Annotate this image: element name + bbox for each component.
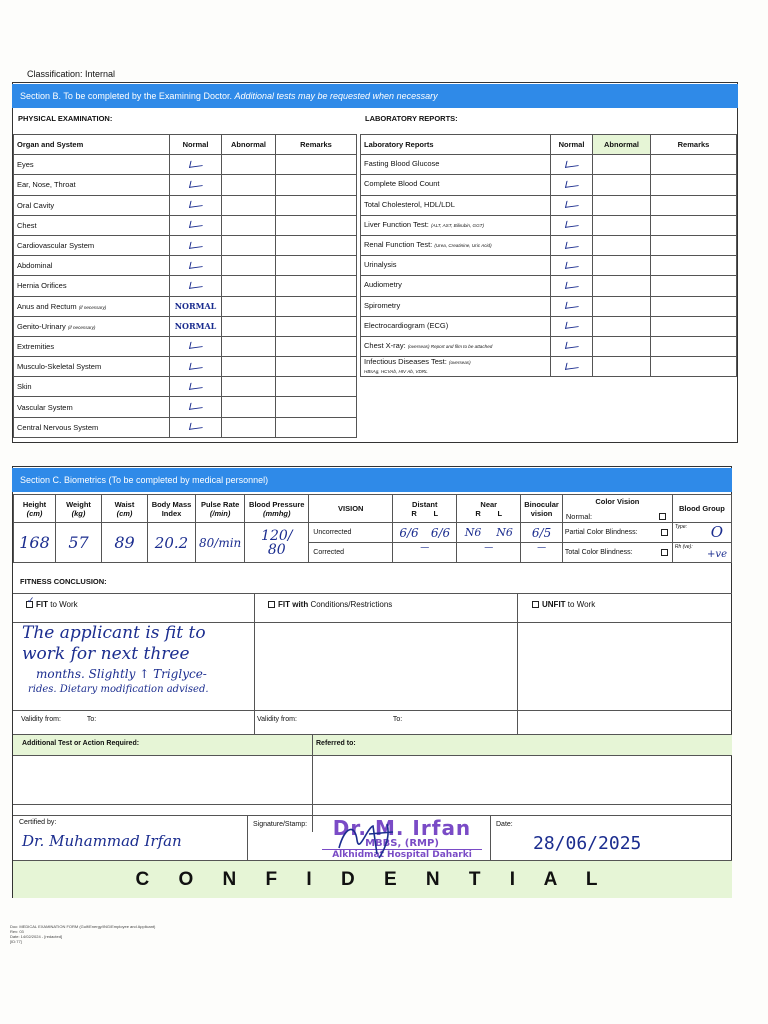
cv-total-label: Total Color Blindness: [564, 549, 633, 556]
h-near: Near [480, 499, 498, 509]
phys-row [14, 235, 357, 255]
signature-label: Signature/Stamp: [253, 821, 308, 828]
check-mark-icon [564, 362, 580, 370]
h-height: Height [22, 499, 47, 509]
v-pulse: 80/min [196, 523, 245, 563]
type-label: Type: [674, 524, 687, 530]
organ-cell [14, 377, 170, 397]
organ-label: Central Nervous System [17, 422, 99, 432]
abnormal-cell[interactable] [222, 296, 276, 316]
v-near-corr: — [484, 543, 494, 553]
remarks-cell[interactable] [276, 155, 357, 175]
check-mark-icon [188, 422, 204, 430]
organ-cell [14, 215, 170, 235]
check-mark-icon [188, 362, 204, 370]
lab-label: Renal Function Test: [364, 240, 433, 250]
lab-remarks-cell[interactable] [651, 316, 737, 336]
lab-row [361, 336, 737, 356]
check-mark-icon [188, 160, 204, 168]
lab-abnormal-cell[interactable] [593, 256, 651, 276]
remarks-cell[interactable] [276, 276, 357, 296]
lab-row [361, 296, 737, 316]
phys-row [14, 336, 357, 356]
lab-normal-cell[interactable] [551, 155, 593, 175]
footer-line-1: Doc: MEDICAL EXAMINATION FORM (Gulf/Energy/ING/Employee and Applicant) [10, 924, 156, 929]
phys-row [14, 296, 357, 316]
lab-remarks-cell[interactable] [651, 296, 737, 316]
certified-label: Certified by: [19, 819, 57, 826]
check-mark-icon [564, 200, 580, 208]
organ-label: Ear, Nose, Throat [17, 180, 76, 190]
lab-normal-cell[interactable] [551, 195, 593, 215]
lab-row [361, 256, 737, 276]
cv-normal-checkbox[interactable] [659, 513, 666, 520]
lab-note: (overseas) [448, 359, 471, 365]
lab-label: Electrocardiogram (ECG) [364, 320, 449, 330]
organ-label: Eyes [17, 160, 34, 170]
check-mark-icon [564, 220, 580, 228]
lab-row [361, 155, 737, 175]
physical-exam-table [13, 134, 357, 438]
lab-remarks-cell[interactable] [651, 215, 737, 235]
organ-cell [14, 276, 170, 296]
v-dist-r: 6/6 [399, 525, 419, 540]
section-c-header [12, 468, 732, 492]
cv-partial-label: Partial Color Blindness: [564, 529, 638, 536]
normal-cell[interactable] [170, 316, 222, 336]
col-remarks: Remarks [276, 135, 357, 155]
lab-abnormal-cell[interactable] [593, 235, 651, 255]
h-bp-unit: (mmhg) [263, 508, 291, 518]
lab-cell [361, 357, 551, 377]
abnormal-cell[interactable] [222, 235, 276, 255]
normal-cell[interactable] [170, 276, 222, 296]
lab-label: Spirometry [364, 300, 401, 310]
check-mark-icon [564, 321, 580, 329]
check-mark-icon [188, 200, 204, 208]
biometrics-block [13, 494, 732, 563]
phys-row [14, 256, 357, 276]
h-pulse-unit: (/min) [209, 508, 231, 518]
lab-label: Complete Blood Count [364, 179, 440, 189]
v-waist: 89 [102, 523, 148, 563]
organ-cell [14, 336, 170, 356]
referred-label: Referred to: [316, 740, 356, 747]
stamp-degree: MBBS, (RMP) [365, 838, 439, 849]
organ-label: Genito-Urinary [17, 321, 66, 331]
lab-sub: HBsAg, HCVAb, HIV Ab, VDRL [364, 368, 428, 374]
abnormal-cell[interactable] [222, 336, 276, 356]
v-bmi: 20.2 [148, 523, 196, 563]
organ-cell [14, 417, 170, 437]
comment-line-4: rides. Dietary modification advised. [28, 684, 209, 695]
remarks-cell[interactable] [276, 215, 357, 235]
v-near-r: N6 [464, 526, 482, 539]
h-dist-l: L [433, 508, 439, 518]
v-blood-type: O [710, 523, 723, 541]
organ-label: Hernia Orifices [17, 281, 67, 291]
normal-cell[interactable] [170, 256, 222, 276]
h-color-vision: Color Vision [595, 496, 640, 506]
col-lab-abnormal: Abnormal [593, 135, 651, 155]
h-waist: Waist [114, 499, 135, 509]
remarks-cell[interactable] [276, 417, 357, 437]
fit-checkbox[interactable]: ✓ [27, 596, 35, 606]
fit-option[interactable] [26, 596, 78, 609]
abnormal-cell[interactable] [222, 357, 276, 377]
h-binocular: Binocular vision [524, 499, 559, 518]
lab-remarks-cell[interactable] [651, 155, 737, 175]
col-abnormal: Abnormal [222, 135, 276, 155]
date-value: 28/06/2025 [533, 833, 642, 854]
phys-row [14, 417, 357, 437]
comment-line-3: months. Slightly ↑ Triglyce- [36, 667, 207, 681]
lab-normal-cell[interactable] [551, 215, 593, 235]
phys-row [14, 195, 357, 215]
remarks-cell[interactable] [276, 397, 357, 417]
check-mark-icon [564, 160, 580, 168]
organ-cell [14, 296, 170, 316]
abnormal-cell[interactable] [222, 155, 276, 175]
normal-handwritten: NORMAL [174, 301, 217, 312]
lab-label: Infectious Diseases Test: [364, 356, 447, 366]
normal-cell[interactable] [170, 397, 222, 417]
organ-cell [14, 397, 170, 417]
check-mark-icon [564, 301, 580, 309]
organ-cell [14, 175, 170, 195]
lab-row [361, 235, 737, 255]
abnormal-cell[interactable] [222, 397, 276, 417]
lab-remarks-cell[interactable] [651, 336, 737, 356]
v-dist-l: 6/6 [430, 525, 451, 540]
lab-cell [361, 175, 551, 195]
fit-with-option[interactable] [268, 600, 392, 609]
h-height-unit: (cm) [26, 508, 43, 518]
corrected-label: Corrected [313, 549, 344, 556]
lab-abnormal-cell[interactable] [593, 175, 651, 195]
validity-from-1: Validity from: [21, 716, 61, 723]
organ-cell [14, 195, 170, 215]
phys-row [14, 397, 357, 417]
lab-cell [361, 215, 551, 235]
phys-row [14, 377, 357, 397]
lab-row [361, 215, 737, 235]
lab-note: (Urea, Creatinine, Uric Acid) [434, 243, 492, 249]
lab-cell [361, 256, 551, 276]
organ-label: Musculo-Skeletal System [17, 362, 102, 372]
check-mark-icon [188, 341, 204, 349]
fitness-comment [22, 623, 267, 697]
lab-normal-cell[interactable] [551, 336, 593, 356]
section-c-title: Section C. Biometrics (To be completed by medical personnel) [20, 475, 269, 485]
h-weight-unit: (kg) [71, 508, 86, 518]
unfit-option[interactable] [532, 600, 595, 609]
remarks-cell[interactable] [276, 296, 357, 316]
lab-cell [361, 336, 551, 356]
organ-label: Anus and Rectum [17, 301, 77, 311]
col-lab-normal: Normal [551, 135, 593, 155]
lab-remarks-cell[interactable] [651, 195, 737, 215]
validity-from-2: Validity from: [257, 716, 297, 723]
date-label: Date: [496, 821, 513, 828]
normal-cell[interactable] [170, 195, 222, 215]
organ-label: Skin [17, 382, 32, 392]
fit-with-suffix: Conditions/Restrictions [310, 600, 393, 609]
check-mark-icon [564, 341, 580, 349]
lab-note: (overseas) Report and film to be attached [407, 343, 493, 349]
fit-with-checkbox[interactable] [268, 601, 275, 608]
check-mark-icon [188, 281, 204, 289]
check-mark-icon [564, 281, 580, 289]
normal-cell[interactable] [170, 336, 222, 356]
lab-reports-block [360, 109, 737, 377]
h-pulse: Pulse Rate [200, 499, 240, 509]
lab-label: Fasting Blood Glucose [364, 159, 440, 169]
h-distant: Distant [412, 499, 438, 509]
remarks-cell[interactable] [276, 256, 357, 276]
cv-normal-label: Normal: [566, 512, 669, 521]
biometrics-table: Height (cm) Weight (kg) Waist (cm) Body Mass Index Pulse Rate (/min) Blood Pressure (mmhg) VISION Distant R L Near R L Binocular vision Color Vision Normal: Blood Group 168 57 89 20.2 80/min 120/ 80 Uncorrected Corrected 6/6 6/6 — N6 N6 — 6/5 — Partial Color Blindness: Total Color Blindness: Type: O Rh (ve): +ve [13, 494, 732, 563]
cv-total-checkbox[interactable] [661, 549, 668, 556]
lab-label: Chest X-ray: [364, 340, 406, 350]
v-bp-bottom: 80 [267, 541, 286, 558]
v-binoc-corr: — [537, 543, 547, 553]
unfit-checkbox[interactable] [532, 601, 539, 608]
lab-abnormal-cell[interactable] [593, 276, 651, 296]
h-waist-unit: (cm) [116, 508, 133, 518]
fit-with-label: FIT with [278, 600, 309, 609]
normal-cell[interactable] [170, 215, 222, 235]
remarks-cell[interactable] [276, 357, 357, 377]
stamp-hospital: Alkhidmat Hospital Daharki [322, 849, 482, 860]
section-b-title: Section B. To be completed by the Examining Doctor. [20, 91, 232, 101]
lab-abnormal-cell[interactable] [593, 155, 651, 175]
lab-abnormal-cell[interactable] [593, 357, 651, 377]
organ-cell [14, 316, 170, 336]
normal-cell[interactable] [170, 155, 222, 175]
normal-cell[interactable] [170, 357, 222, 377]
abnormal-cell[interactable] [222, 276, 276, 296]
h-near-r: R [475, 508, 481, 518]
check-mark-icon [564, 241, 580, 249]
phys-row [14, 175, 357, 195]
abnormal-cell[interactable] [222, 175, 276, 195]
lab-remarks-cell[interactable] [651, 175, 737, 195]
lab-normal-cell[interactable] [551, 296, 593, 316]
lab-row [361, 195, 737, 215]
remarks-cell[interactable] [276, 377, 357, 397]
section-b-header [12, 84, 738, 108]
confidential-text: C O N F I D E N T I A L [135, 868, 610, 890]
comment-line-1: The applicant is fit to [22, 623, 206, 643]
organ-cell [14, 256, 170, 276]
remarks-cell[interactable] [276, 195, 357, 215]
lab-remarks-cell[interactable] [651, 256, 737, 276]
v-bp-top: 120 [261, 527, 288, 544]
validity-to-1: To: [86, 716, 97, 723]
cv-partial-checkbox[interactable] [661, 529, 668, 536]
additional-label: Additional Test or Action Required: [22, 740, 140, 747]
organ-label: Cardiovascular System [17, 241, 95, 251]
lab-row [361, 276, 737, 296]
lab-label: Audiometry [364, 280, 402, 290]
lab-row [361, 175, 737, 195]
footer-line-3: Date: 14/02/2024 - [redacted] [10, 934, 63, 939]
lab-remarks-cell[interactable] [651, 235, 737, 255]
unfit-label: UNFIT [542, 600, 566, 609]
abnormal-cell[interactable] [222, 316, 276, 336]
fit-suffix: to Work [50, 600, 78, 609]
lab-abnormal-cell[interactable] [593, 296, 651, 316]
h-dist-r: R [411, 508, 417, 518]
check-mark-icon [188, 241, 204, 249]
footer-line-2: Rev: 03 [10, 929, 24, 934]
check-mark-icon [188, 382, 204, 390]
physical-exam-title: PHYSICAL EXAMINATION: [18, 114, 113, 123]
organ-cell [14, 235, 170, 255]
document-footer [10, 924, 155, 944]
normal-cell[interactable] [170, 377, 222, 397]
h-near-l: L [497, 508, 503, 518]
lab-note: (ALT, AST, Bilirubin, GGT) [431, 222, 485, 228]
normal-cell[interactable] [170, 417, 222, 437]
unfit-suffix: to Work [567, 600, 596, 609]
lab-abnormal-cell[interactable] [593, 336, 651, 356]
classification-label: Classification: Internal [27, 69, 116, 79]
organ-label: Abdominal [17, 261, 53, 271]
normal-cell[interactable] [170, 296, 222, 316]
v-near-l: N6 [496, 526, 513, 539]
check-mark-icon [564, 180, 580, 188]
phys-row [14, 357, 357, 377]
lab-abnormal-cell[interactable] [593, 195, 651, 215]
h-bmi: Body Mass Index [151, 499, 192, 518]
organ-note: (if necessary) [67, 324, 96, 330]
check-mark-icon [188, 220, 204, 228]
h-weight: Weight [66, 499, 91, 509]
check-mark-icon [564, 261, 580, 269]
lab-label: Liver Function Test: [364, 219, 429, 229]
organ-cell [14, 357, 170, 377]
remarks-cell[interactable] [276, 336, 357, 356]
section-b-subtitle: Additional tests may be requested when necessary [234, 91, 438, 101]
lab-label: Total Cholesterol, HDL/LDL [364, 199, 455, 209]
lab-normal-cell[interactable] [551, 175, 593, 195]
lab-reports-table [360, 134, 737, 377]
lab-normal-cell[interactable] [551, 235, 593, 255]
footer-line-4: [ID:77] [10, 939, 22, 944]
col-normal: Normal [170, 135, 222, 155]
lab-abnormal-cell[interactable] [593, 215, 651, 235]
organ-label: Oral Cavity [17, 200, 55, 210]
lab-normal-cell[interactable] [551, 357, 593, 377]
lab-row [361, 316, 737, 336]
check-mark-icon [188, 261, 204, 269]
abnormal-cell[interactable] [222, 195, 276, 215]
col-organ: Organ and System [14, 135, 170, 155]
abnormal-cell[interactable] [222, 417, 276, 437]
organ-label: Extremities [17, 341, 55, 351]
check-mark-icon [188, 180, 204, 188]
lab-cell [361, 235, 551, 255]
lab-cell [361, 155, 551, 175]
h-bp: Blood Pressure [249, 499, 305, 509]
normal-handwritten: NORMAL [174, 321, 217, 332]
h-vision: VISION [338, 504, 364, 513]
physical-exam-block [13, 109, 357, 438]
remarks-cell[interactable] [276, 235, 357, 255]
lab-normal-cell[interactable] [551, 256, 593, 276]
validity-to-2: To: [392, 716, 403, 723]
stamp-name: Dr. M. Irfan [332, 816, 472, 840]
col-lab: Laboratory Reports [361, 135, 551, 155]
comment-line-2: work for next three [22, 644, 190, 664]
fitness-title: FITNESS CONCLUSION: [20, 577, 107, 586]
abnormal-cell[interactable] [222, 256, 276, 276]
col-lab-remarks: Remarks [651, 135, 737, 155]
lab-reports-title: LABORATORY REPORTS: [365, 114, 458, 123]
normal-cell[interactable] [170, 175, 222, 195]
lab-cell [361, 276, 551, 296]
lab-cell [361, 195, 551, 215]
organ-cell [14, 155, 170, 175]
lab-remarks-cell[interactable] [651, 276, 737, 296]
h-blood-group: Blood Group [679, 504, 725, 513]
v-dist-corr: — [420, 543, 430, 553]
v-rh: +ve [707, 549, 727, 560]
phys-row [14, 215, 357, 235]
v-binocular: 6/5 [521, 523, 562, 543]
lab-normal-cell[interactable] [551, 316, 593, 336]
normal-cell[interactable] [170, 235, 222, 255]
lab-cell [361, 296, 551, 316]
certified-name: Dr. Muhammad Irfan [22, 832, 182, 850]
lab-normal-cell[interactable] [551, 276, 593, 296]
phys-row [14, 276, 357, 296]
v-height: 168 [14, 523, 56, 563]
phys-row [14, 155, 357, 175]
phys-row [14, 316, 357, 336]
lab-cell [361, 316, 551, 336]
lab-label: Urinalysis [364, 260, 397, 270]
organ-label: Vascular System [17, 402, 73, 412]
lab-abnormal-cell[interactable] [593, 316, 651, 336]
abnormal-cell[interactable] [222, 377, 276, 397]
uncorrected-label: Uncorrected [309, 523, 392, 543]
remarks-cell[interactable] [276, 316, 357, 336]
confidential-banner [13, 860, 732, 898]
v-weight: 57 [56, 523, 102, 563]
organ-note: (if necessary) [78, 304, 107, 310]
organ-label: Chest [17, 220, 37, 230]
lab-remarks-cell[interactable] [651, 357, 737, 377]
abnormal-cell[interactable] [222, 215, 276, 235]
rh-label: Rh (ve): [674, 544, 693, 550]
lab-row [361, 357, 737, 377]
check-mark-icon [188, 402, 204, 410]
remarks-cell[interactable] [276, 175, 357, 195]
fit-label: FIT [36, 600, 48, 609]
